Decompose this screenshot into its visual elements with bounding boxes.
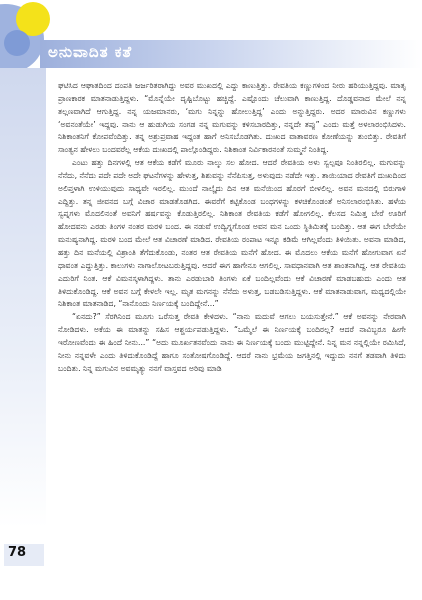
decorative-circle-blue-small <box>4 30 30 56</box>
page-number: 78 <box>8 545 27 560</box>
paragraph: ಘಟಿಸಿದ ಆಘಾತದಿಂದ ದಂಪತಿ ಜರ್ಜರಿತರಾಗಿದ್ದು ಅವರ ಮುಖದಲ್ಲಿ ಎದ್ದು ಕಾಣುತ್ತಿತ್ತು. ರೇವತಿಯ ಕಣ್ಣುಗಳಿಂದ ನೀರು ಹರಿಯುತ್ತಿದ್ದವು. ಮಾತೃ ಪ್ರಾಣಕಾರಕ ಮಾತನಾಡುತ್ತಿದ್ದಳು. “ಮೊನ್ನೆಯೇ ದೃಷ್ಟಿಬೊಟ್ಟು ಹಚ್ಚಿದ್ದೆ. ಎಷ್ಟೊಂದು ಚೆಲುವಾಗಿ ಕಾಣುತ್ತಿದ್ದ. ದೊಡ್ಡವನಾದ ಮೇಲೆ ನನ್ನ ತಲ್ಲಣವಾಗಿದೆ ಆಗುತ್ತಿದ್ದ. ನನ್ನ ಯಜಮಾನರು, ‘ಮಗು ನಿನ್ನನ್ನು ಹೋಲುತ್ತಿದ್ದ’ ಎಂದು ಅನ್ನುತ್ತಿದ್ದರು. ಅದರ ಮಾರುವಿನ ಕಣ್ಣುಗಳು ‘ಅವನಂತೆಯೇ’ ಇದ್ದವು. ನಾನು ಆ ಹುಡುಗಿಯ ಸಂಗಡ ನನ್ನ ಮಗುವನ್ನು ಕಳಿಸಬಾರದಿತ್ತು, ನನ್ನದೇ ತಪ್ಪು” ಎಂದು ಮತ್ತೆ ಅಳಲಾರಂಭಿಸಿದಳು. ನಿಶಿಕಾಂತನಿಗೆ ಕೋಪವೆಂದಿತ್ತು. ತನ್ನ ಅಶ್ರುಪ್ರವಾಹ ಇದ್ದಂತ ಹಾಗೆ ಅನಿಸಬೊಡಗಿತು. ದುಃಖದ ವಾತಾವರಣ ಕೋಣೆಯನ್ನು ತುಂಬಿತ್ತು. ರೇವತಿಗೆ ಸಾಂತ್ವನ ಹೇಳಲು ಬಂದವರೆಲ್ಲ ಆಕೆಯ ದುಃಖದಲ್ಲಿ ಪಾಲ್ಗೊಂಡಿದ್ದರು. ನಿಶಿಕಾಂತ ನಿರ್ವಿಕಾರನಂತೆ ಸುಮ್ಮನೆ ನಿಂತಿದ್ದ. <box>58 81 406 155</box>
story-body <box>58 80 406 592</box>
paragraph: “ಏನದು?” ಸೆರಗಿನಿಂದ ಮೂಗು ಒರೆಸುತ್ತ ರೇವತಿ ಕೇಳಿದಳು. “ನಾನು ಮದುವೆ ಆಗಲು ಬಯಸುತ್ತೇನೆ.” ಆಕೆ ಅವನನ್ನು ನೇರವಾಗಿ ನೋಡಿದಳು. ಅಕೆಯ ಈ ಮಾತನ್ನು ಸಹಿಸ ಆಶ್ಚರ್ಯಪಡುತ್ತಿದ್ದಳು. “ಒಮ್ಮೆಲೆ ಈ ನಿರ್ಣಯಕ್ಕೆ ಬಂದಿರಲ್ಲ? ಆದರೆ ನಾವಿಬ್ಬರೂ ಹೀಗೇ ಇರೋಣವೆಂದು ಈ ಹಿಂದೆ ನೀನು...” “ಅದು ಮೂರ್ಖತನವೆಂದು ನಾನು ಈ ನಿರ್ಣಯಕ್ಕೆ ಬಂದು ಮುಟ್ಟಿದ್ದೇನೆ. ನಿನ್ನ ಮನ ನನ್ನಲ್ಲಿಯೇ ರಮಿಸಿದೆ, ನೀನು ನನ್ನವಳೇ ಎಂದು ತಿಳಿದುಕೊಂಡಿದ್ದೆ ಹಾಗೂ ಸಂತೋಷಗೊಂಡಿದ್ದೆ. ಆದರೆ ನಾನು ಭ್ರಮೆಯ ಜಗತ್ತಿನಲ್ಲಿ ಇದ್ದುದು ನನಗೆ ತಡವಾಗಿ ತಿಳಿದು ಬಂದಿತು. ನಿನ್ನ ಮಗುವಿನ ಅವಮೃತ್ಯು ನನಗೆ ವಾಸ್ತವದ ಅರಿವು ಮಾಡಿ <box>58 312 406 373</box>
section-title: ಅನುವಾದಿತ ಕತೆ <box>48 43 133 61</box>
paragraph: ಎಂಟು ಹತ್ತು ದಿನಗಳಲ್ಲಿ ಆತ ಆಕೆಯ ಕಡೆಗೆ ಮೂರು ನಾಲ್ಕು ಸಲ ಹೋದ. ಆದರೆ ರೇವತಿಯ ಅಳು ಸ್ವಲ್ಪವೂ ನಿಂತಿರಲಿಲ್ಲ. ಮಗುವನ್ನು ನೆನೆದು, ನೆನೆದು ಪದೇ ಪದೇ ಅದೇ ಘಟನೆಗಳನ್ನು ಹೇಳುತ್ತ, ಶಿಶುವನ್ನು ನೆನೆಪಿಸುತ್ತ, ಅಳುವುದು ನಡೆದೇ ಇತ್ತು. ತಾಯಿಯಾದ ರೇವತಿಗೆ ದುಃಖದಿಂದ ಅಲಿಪ್ತಳಾಗಿ ಉಳಿಯುವುದು ಸಾಧ್ಯವೇ ಇರಲಿಲ್ಲ. ಮುಂದೆ ನಾಲ್ಕೈದು ದಿನ ಆತ ಮನೆಯಿಂದ ಹೊರಗೆ ಬೀಳಲಿಲ್ಲ. ಅವನ ಮನದಲ್ಲಿ ಬಿರುಗಾಳಿ ಎದ್ದಿತ್ತು. ತನ್ನ ಜೀವನದ ಬಗ್ಗೆ ವಿಚಾರ ಮಾಡತೊಡಗಿದ. ಈವರೆಗೆ ಕಟ್ಟಿಕೊಂಡ ಬಂಧಗಳನ್ನು ಕಳಚಿಕೊಂಡಂತೆ ಅನಿಸಲಾರಂಭಿಸಿತು. ಹಳೆಯ ಸ್ವಪ್ನಗಳು ಮೊದಲಿನಂತೆ ಅವನಿಗೆ ಹರ್ಷವನ್ನು ಕೊಡುತ್ತಿರಲಿಲ್ಲ. ನಿಶಿಕಾಂತ ರೇವತಿಯ ಕಡೆಗೆ ಹೋಗಲಿಲ್ಲ. ಕೆಲಸದ ನಿಮಿತ್ತ ಬೇರೆ ಊರಿಗೆ ಹೋದವನು ಎರಡು ತಿಂಗಳ ನಂತರ ಮರಳಿ ಬಂದ. ಈ ನಡುವೆ ಉದ್ವಿಗ್ನಗೊಂಡ ಅವನ ಮನ ಒಂದು ಸ್ಥಿತಿಮಿತಕ್ಕೆ ಬಂದಿತ್ತು. ಆತ ಈಗ ಬೇರೆಯೇ ಮನುಷ್ಯನಾಗಿದ್ದ. ಮರಳಿ ಬಂದ ಮೇಲೆ ಆತ ವಿಚಾರಣೆ ಮಾಡಿದ. ರೇವತಿಯ ರಂಪಾಟ ಇನ್ನೂ ಕಡಿಮೆ ಆಗಿಲ್ಲವೆಂದು ತಿಳಿಯಿತು. ಅವನಾ ಮಾಡಿದ, ಹತ್ತು ದಿನ ಮನೆಯಲ್ಲಿ ವಿಶ್ರಾಂತಿ ತೆಗೆದುಕೊಂಡು, ನಂತರ ಆತ ರೇವತಿಯ ಮನೆಗೆ ಹೋದ. ಈ ಮೊದಲು ಆಕೆಯ ಮನೆಗೆ ಹೋಗುವಾಗ ಏನೆ ಧಾವಂತ ಎದ್ದುತ್ತಿತ್ತು. ಕಾಲುಗಳು ನಾಗಾಲೋಟಬರುತ್ತಿದ್ದವು. ಆದರೆ ಈಗ ಹಾಗೇನೂ ಆಗಲಿಲ್ಲ. ಸಾವಧಾನವಾಗಿ ಆತ ಶಾಂತನಾಗಿದ್ದ. ಆತ ರೇವತಿಯ ಎದುರಿಗೆ ನಿಂತ. ಆಕೆ ವಿಮನಸ್ಕಳಾಗಿದ್ದಳು. ತಾನು ಎರಡುಬಾರಿ ತಿಂಗಳು ಏಕೆ ಬಂದಿಲ್ಲವೆಂದು ಆಕೆ ವಿಚಾರಣೆ ಮಾಡಬಹುದು ಎಂದು ಆತ ತಿಳಿದುಕೊಂಡಿದ್ದ. ಆಕೆ ಅವನ ಬಗ್ಗೆ ಕೇಳಲೇ ಇಲ್ಲ. ಮೃತ ಮಗನನ್ನು ನೆನೆದು ಅಳುತ್ತ, ಬಡಬಡಿಸುತ್ತಿದ್ದಳು. ಆಕೆ ಮಾತನಾಡುವಾಗ, ಮಧ್ಯದಲ್ಲಿಯೇ ನಿಶಿಕಾಂತ ಮಾತನಾಡಿದ, “ನಾನೊಂದು ನಿರ್ಣಯಕ್ಕೆ ಬಂದಿದ್ದೇನೆ...” <box>58 158 406 309</box>
side-strip <box>0 68 46 528</box>
